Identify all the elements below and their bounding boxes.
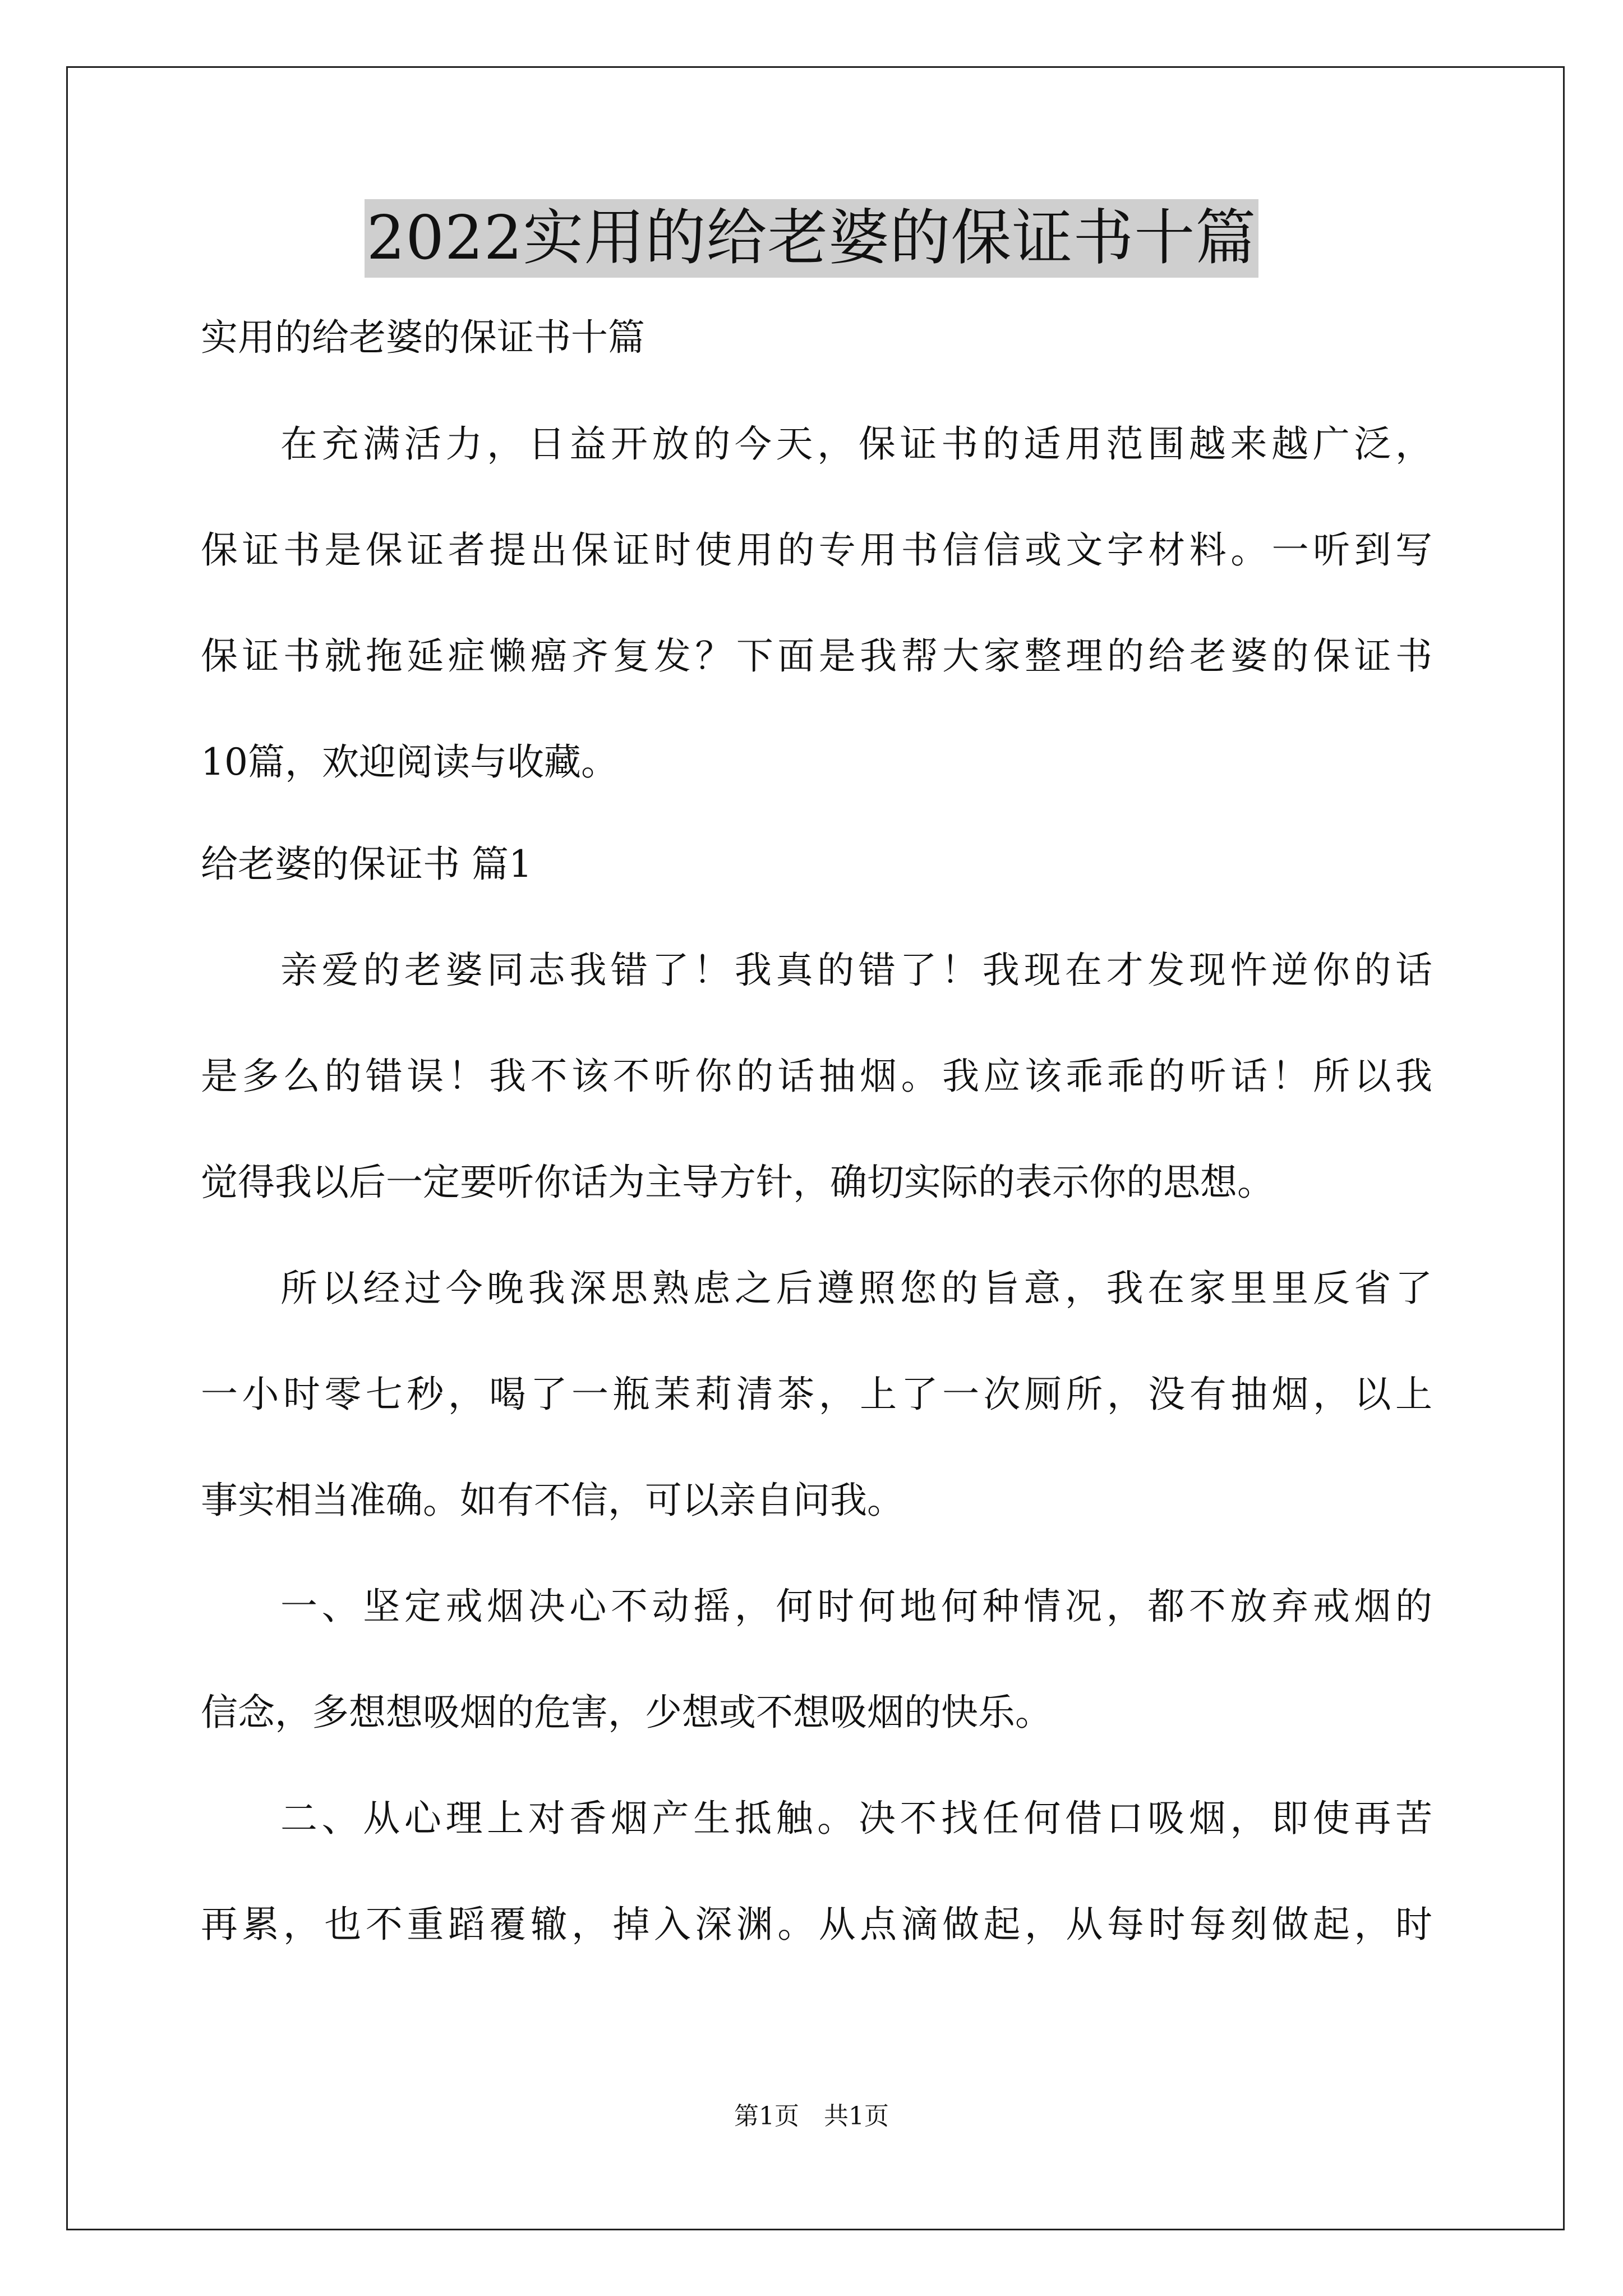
para1-line-2: 是多么的错误！我不该不听你的话抽烟。我应该乖乖的听话！所以我	[201, 1055, 1432, 1098]
intro-line-2: 保证书是保证者提出保证时使用的专用书信信或文字材料。一听到写	[201, 528, 1432, 572]
para3-line-1: 一、坚定戒烟决心不动摇，何时何地何种情况，都不放弃戒烟的	[280, 1585, 1432, 1628]
para2-line-1: 所以经过今晚我深思熟虑之后遵照您的旨意，我在家里里反省了	[280, 1267, 1432, 1310]
intro-line-4: 10篇，欢迎阅读与收藏。	[201, 740, 618, 784]
para4-line-1: 二、从心理上对香烟产生抵触。决不找任何借口吸烟，即使再苦	[280, 1797, 1432, 1840]
para4-line-2: 再累，也不重蹈覆辙，掉入深渊。从点滴做起，从每时每刻做起，时	[201, 1903, 1432, 1946]
para1-line-3: 觉得我以后一定要听你话为主导方针，确切实际的表示你的思想。	[201, 1161, 1274, 1204]
para2-line-2: 一小时零七秒，喝了一瓶茉莉清茶，上了一次厕所，没有抽烟，以上	[201, 1373, 1432, 1416]
document-title: 2022实用的给老婆的保证书十篇	[365, 199, 1259, 278]
title-container	[0, 199, 1623, 278]
page-footer: 第1页 共1页	[734, 2102, 889, 2131]
intro-line-3: 保证书就拖延症懒癌齐复发？下面是我帮大家整理的给老婆的保证书	[201, 634, 1432, 678]
section-heading: 给老婆的保证书 篇1	[201, 843, 532, 886]
document-subtitle: 实用的给老婆的保证书十篇	[201, 316, 645, 359]
para1-line-1: 亲爱的老婆同志我错了！我真的错了！我现在才发现忤逆你的话	[280, 949, 1432, 992]
para3-line-2: 信念，多想想吸烟的危害，少想或不想吸烟的快乐。	[201, 1691, 1052, 1734]
intro-line-1: 在充满活力，日益开放的今天，保证书的适用范围越来越广泛，	[280, 422, 1432, 466]
para2-line-3: 事实相当准确。如有不信，可以亲自问我。	[201, 1479, 904, 1522]
